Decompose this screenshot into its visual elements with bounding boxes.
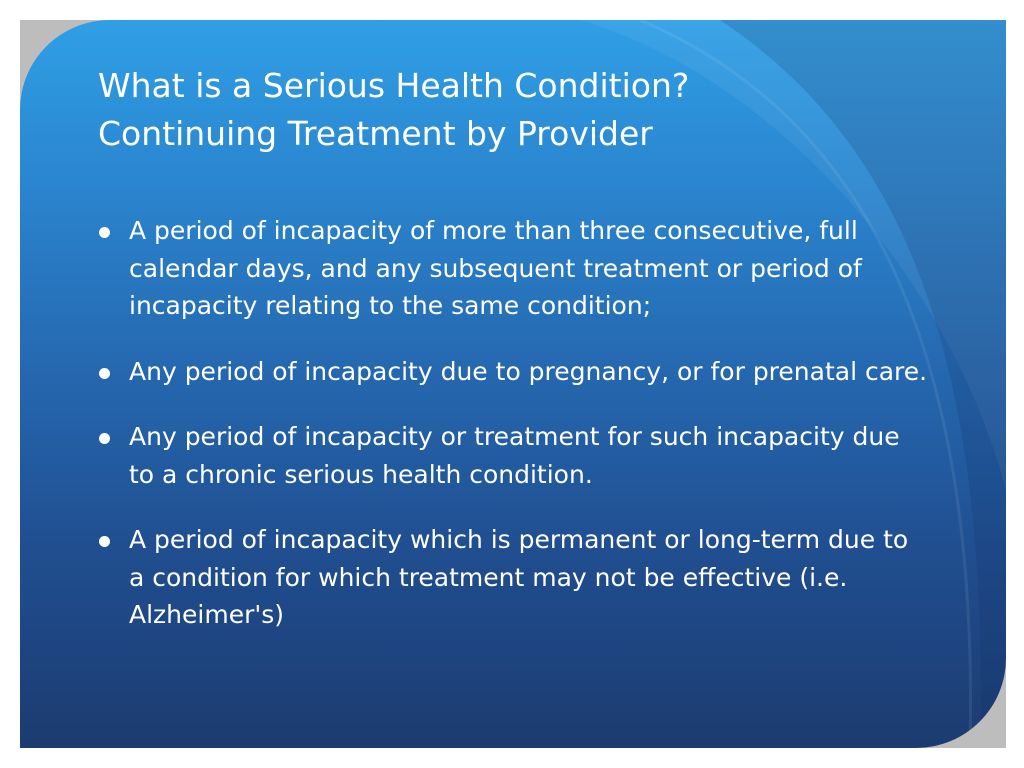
bullet-text: Any period of incapacity due to pregnancy, or for prenatal care.: [129, 356, 928, 386]
bullet-text: A period of incapacity which is permanent or long-term due to a condition for which treatment may not be effective (i.e. Alzheimer's): [129, 525, 909, 629]
bullet-item: [98, 418, 928, 493]
bullet-dot-icon: [99, 536, 110, 547]
bullet-item: [98, 212, 928, 325]
bullet-list: [98, 212, 928, 662]
bullet-item: [98, 353, 928, 391]
bullet-dot-icon: [99, 433, 110, 444]
bullet-item: [98, 521, 928, 634]
slide-content: [20, 20, 1006, 748]
bullet-text: A period of incapacity of more than three consecutive, full calendar days, and any subsequent treatment or period of incapacity relating to the same condition;: [129, 216, 862, 320]
slide-title: What is a Serious Health Condition? Continuing Treatment by Provider: [98, 66, 690, 153]
bullet-dot-icon: [99, 368, 110, 379]
bullet-text: Any period of incapacity or treatment for such incapacity due to a chronic serious health condition.: [129, 422, 900, 489]
bullet-dot-icon: [99, 227, 110, 238]
